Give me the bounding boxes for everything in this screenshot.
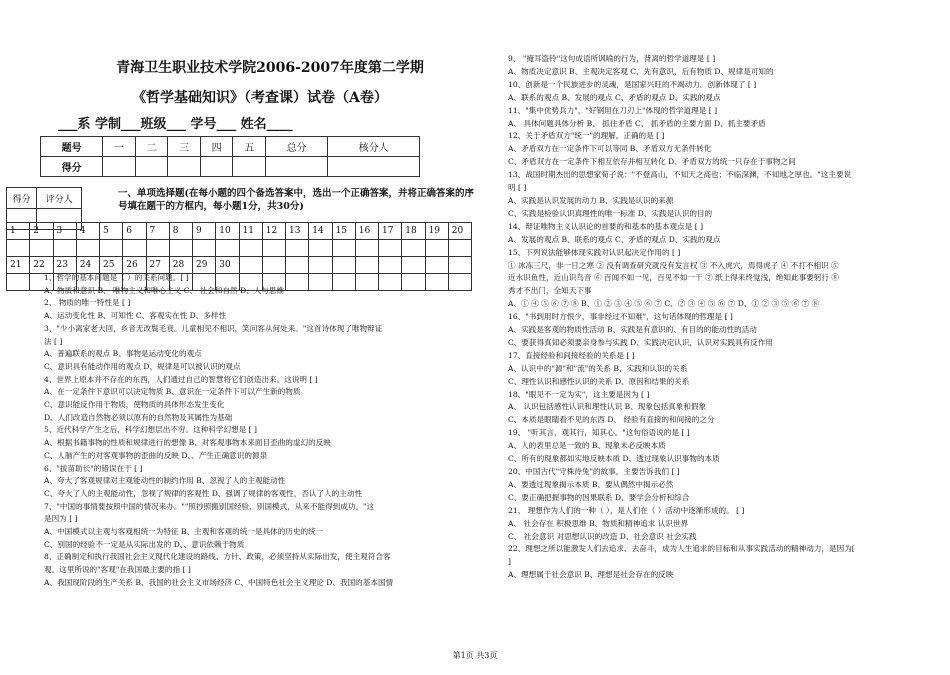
score-cell: 四 <box>200 137 233 157</box>
answer-blank-cell[interactable] <box>123 240 146 257</box>
score-cell: 总分 <box>265 137 327 157</box>
question-line: C、夸大了人的主观能动性，忽视了规律的客观性 D、强调了规律的客观性，否认了人的主动性 <box>44 488 363 498</box>
question-line: C、人脑产生的对客观事物的歪曲的反映 D、、产生正确意识的源泉 <box>44 450 268 460</box>
answer-blank-row <box>7 240 472 257</box>
answer-number-cell: 11 <box>239 223 262 240</box>
answer-blank-cell[interactable] <box>7 274 30 291</box>
answer-blank-cell[interactable] <box>53 240 76 257</box>
answer-blank-cell[interactable] <box>309 240 332 257</box>
answer-number-cell <box>262 257 285 274</box>
question-line: 5、近代科学产生之后，科学幻想层出不穷。这种科学幻想是 [ ] <box>44 425 258 435</box>
answer-number-cell: 27 <box>146 257 169 274</box>
question-line: 9、 "掩耳盗铃"这句成语所讽喻的行为，背离的哲学道理是 [ ] <box>508 54 716 63</box>
question-line: 21、 理想作为人们的一种（ ），是人们在（ ）活动中逐渐形成的。 [ ] <box>508 505 745 515</box>
answer-number-cell: 23 <box>53 257 76 274</box>
question-line: A、 具体问题具体分析 B、 抓住矛盾 C、 抓矛盾的主要方面 D、抓主要矛盾 <box>508 118 766 128</box>
question-line: A、发展的观点 B、联系的观点 C、矛盾的观点 D、实践的观点 <box>508 234 721 244</box>
question-line: 法 [ ] <box>44 336 63 346</box>
header-block <box>40 58 480 134</box>
answer-blank-cell[interactable] <box>425 240 448 257</box>
question-line: C、别国的经验不一定是从实际出发的 D、、意识依赖于物质 <box>44 539 245 549</box>
score-cell: 题号 <box>41 137 103 157</box>
score-cell <box>103 157 136 177</box>
question-line: 4、世界上原本并不存在的东西，人们通过自己的智慧将它们创造出来。这说明 [ ] <box>44 374 318 384</box>
answer-number-cell: 22 <box>30 257 53 274</box>
score-cell: 得分 <box>41 157 103 177</box>
question-line: ① 冰冻三尺，非一日之寒 ② 没有调查研究就没有发言权 ③ 不入虎穴，焉得虎子 ④ 不打不相识 ⑤ <box>508 260 839 270</box>
question-line: A、理想属于社会意识 B、理想是社会存在的反映 <box>508 570 674 580</box>
question-line: A、物质决定意识 B、主观决定客观 C、先有意识，后有物质 D、规律是可知的 <box>508 66 774 76</box>
question-line: 22、理想之所以能激发人们去追求、去奋斗，成为人生追求的目标和从事实践活动的精神动力，是因为[ <box>508 544 855 554</box>
answer-number-cell: 7 <box>146 223 169 240</box>
section1-instruction: 一、单项选择题(在每小题的四个备选答案中，选出一个正确答案，并将正确答案的序号填在题干的方框内，每小题1分，共30分) <box>118 188 474 212</box>
answer-blank-cell[interactable] <box>286 240 309 257</box>
question-line: C、本质是眼睛看不见的东西 D、 经验有直接的和间接的之分 <box>508 415 715 425</box>
score-cell <box>200 157 233 177</box>
answer-number-cell: 3 <box>53 223 76 240</box>
left-questions <box>44 272 474 590</box>
answer-blank-cell[interactable] <box>332 240 355 257</box>
answer-blank-cell[interactable] <box>30 240 53 257</box>
question-line: C、所有的现象都如实地反映本质 D、透过现象认识事物的本质 <box>508 454 720 464</box>
question-line: A、人的表里总是一致的 B、现象未必反映本质 <box>508 441 666 451</box>
answer-blank-cell[interactable] <box>262 240 285 257</box>
answer-number-cell: 26 <box>123 257 146 274</box>
question-line: C、理性认识和感性认识的关系 D、原因和结果的关系 <box>508 376 690 386</box>
score-cell <box>135 157 168 177</box>
answer-blank-cell[interactable] <box>448 240 471 257</box>
answer-grid-row <box>7 257 472 274</box>
student-info-line: ___系 学制___班级___ 学号___ 姓名____ <box>58 117 293 132</box>
answer-blank-cell[interactable] <box>169 240 192 257</box>
question-line: A、 认识包括感性认识和理性认识 B、现象包括真象和假象 <box>508 402 707 412</box>
question-line: D、人们改造自然物必须以原有的自然物及其属性为基础 <box>44 412 233 422</box>
score-table-score-row <box>41 157 420 177</box>
question-line: A、运动变化性 B、可知性 C、客观实在性 D、多样性 <box>44 311 227 321</box>
answer-number-cell: 1 <box>7 223 30 240</box>
answer-blank-cell[interactable] <box>7 240 30 257</box>
question-line: 17、直接经验和间接经验的关系是 [ ] <box>508 350 635 360</box>
question-line: A、矛盾双方在一定条件下可以等同 B、矛盾双方无条件转化 <box>508 144 712 154</box>
question-line: A、实践是认识发展的动力 B、实践是认识的来源 <box>508 195 674 205</box>
question-line: C、要正确把握事物的因果联系 D、要学会分析和综合 <box>508 492 690 502</box>
question-line: A、物质和意识 B、 唯物主义和唯心主义 C、 社会和自然 D、人与思维 <box>44 285 285 295</box>
answer-number-cell: 5 <box>100 223 123 240</box>
question-line: 7、"中国的事情要按照中国的情况来办。""照抄照搬别国经验、别国模式，从来不能得到成功。"这 <box>44 501 375 511</box>
question-line: C、实践是检验认识真理性的唯一标准 D、实践是认识的目的 <box>508 208 713 218</box>
grader-box-score: 得分 <box>7 188 37 209</box>
answer-number-cell <box>355 257 378 274</box>
question-line: A、在一定条件下意识可以决定物质 B、意识在一定条件下可以产生新的物质 <box>44 387 301 397</box>
answer-number-cell: 30 <box>216 257 239 274</box>
score-cell: 一 <box>103 137 136 157</box>
question-line: A、根据书籍事物的性质和规律进行的想像 B、对客观事物本来面目歪曲的虚幻的反映 <box>44 438 331 448</box>
answer-blank-cell[interactable] <box>355 240 378 257</box>
question-line: C、 社会意识 对思想认识的改造 D、社会意识 社会实践 <box>508 531 697 541</box>
answer-blank-cell[interactable] <box>100 240 123 257</box>
question-line: A、 社会存在 积极思维 B、物质和精神追求 认识世界 <box>508 518 689 528</box>
answer-blank-cell[interactable] <box>76 240 99 257</box>
answer-number-cell: 14 <box>309 223 332 240</box>
question-line: A、夸大了客观规律对主观能动性的制约作用 B、忽视了人的主观能动性 <box>44 476 286 486</box>
answer-number-cell: 24 <box>76 257 99 274</box>
answer-number-cell: 10 <box>216 223 239 240</box>
answer-number-cell: 29 <box>193 257 216 274</box>
question-line: 秀才不出门，全知天下事 <box>508 286 592 296</box>
question-line: C、意识能反作用于物质，使物质的具体形态发生变化 <box>44 400 225 410</box>
score-table-header-row <box>41 137 420 157</box>
score-cell: 三 <box>168 137 201 157</box>
answer-number-cell: 28 <box>169 257 192 274</box>
school-title: 青海卫生职业技术学院2006-2007年度第二学期 <box>116 60 424 76</box>
question-line: A、实践是客观的物质性活动 B、实践是有意识的、有目的的能动性的活动 <box>508 325 757 335</box>
answer-blank-cell[interactable] <box>216 240 239 257</box>
score-cell: 核分人 <box>328 137 420 157</box>
question-line: A、我国现阶段的生产关系 B、我国的社会主义市场经济 C、中国特色社会主义理论 D、我国的基本国情 <box>44 577 394 587</box>
score-cell: 二 <box>135 137 168 157</box>
answer-number-cell: 20 <box>448 223 471 240</box>
question-line: 10、创新是一个民族进步的灵魂，是国家兴旺的不竭动力。创新体现了 [ ] <box>508 79 757 89</box>
answer-number-cell: 6 <box>123 223 146 240</box>
answer-number-cell <box>448 257 471 274</box>
answer-grid-row <box>7 223 472 240</box>
answer-number-cell <box>332 257 355 274</box>
answer-number-cell <box>286 257 309 274</box>
answer-number-cell: 12 <box>262 223 285 240</box>
question-line: 8、正确制定和执行我国社会主义现代化建设的路线、方针、政策，必须坚持从实际出发，使主观符合客 <box>44 552 391 562</box>
question-line: 12、关于矛盾双方"统一"的理解，正确的是 [ ] <box>508 131 665 141</box>
answer-number-cell: 17 <box>379 223 402 240</box>
question-line: 是因为 [ ] <box>44 514 78 524</box>
answer-blank-cell[interactable] <box>402 240 425 257</box>
answer-number-cell: 8 <box>169 223 192 240</box>
answer-number-cell: 16 <box>355 223 378 240</box>
question-line: 19、 "听其言，观其行，知其心。"这句俗语说的是 [ ] <box>508 428 690 438</box>
score-cell <box>265 157 327 177</box>
score-cell <box>328 157 420 177</box>
score-cell <box>168 157 201 177</box>
question-line: A、要透过现象揭示本质 B、要从偶然中揭示必然 <box>508 479 674 489</box>
question-line: 1、哲学的基本问题是（ ）的关系问题。[ ] <box>44 273 189 282</box>
question-line: A、联系的观点 B、发展的观点 C、矛盾的观点 D、实践的观点 <box>508 92 721 102</box>
answer-number-cell: 15 <box>332 223 355 240</box>
question-line: 18、"眼见不一定为实"，这主要是因为 [ ] <box>508 389 650 399</box>
question-line: ] <box>508 557 511 567</box>
answer-number-cell <box>239 257 262 274</box>
right-questions <box>508 53 928 582</box>
question-line: 明 [ ] <box>508 183 527 193</box>
score-cell <box>233 157 266 177</box>
question-line: C、要获得真知必须要亲身参与实践 D、实践决定认识，认识对实践具有反作用 <box>508 337 773 347</box>
answer-number-cell: 21 <box>7 257 30 274</box>
question-line: 6、"拔苗助长"的错误在于 [ ] <box>44 463 143 473</box>
question-line: 观。这里所说的"客观"在我国最主要的指 [ ] <box>44 565 191 575</box>
question-line: A、① ④ ⑤ ⑥ ⑦ ⑧ B、① ② ③ ④ ⑤ ⑥ ⑦ C、② ③ ④ ⑤ ⑥ ⑦ D、① ② ③ ⑤ ⑥ ⑦ ⑧ <box>508 299 820 309</box>
question-line: C、矛盾双方在一定条件下相互依存并相互转化 D、矛盾双方的统一只存在于事物之间 <box>508 157 796 167</box>
question-line: 16、"书到用时方恨少，事非经过不知难"，这句话体现的哲理是 [ ] <box>508 312 733 322</box>
question-line: A、中国模式以主观与客观相统一为特征 B、主观和客观的统一是具体的历史的统一 <box>44 527 324 537</box>
question-line: 2、 物质的唯一特性是 [ ] <box>44 298 131 308</box>
question-line: 20、中国古代"守株待兔"的故事，主要告诉我们 [ ] <box>508 467 680 476</box>
course-title: 《哲学基础知识》（考查课）试卷（A卷） <box>132 90 388 106</box>
question-line: 13、战国时期杰出的思想家荀子说："不登高山，不知天之高也；不临深渊，不知地之厚也。"这主要说 <box>508 170 852 180</box>
answer-number-cell: 2 <box>30 223 53 240</box>
answer-blank-cell[interactable] <box>146 240 169 257</box>
answer-blank-cell[interactable] <box>239 240 262 257</box>
grader-box-grader: 评分人 <box>37 188 82 209</box>
answer-number-cell <box>379 257 402 274</box>
answer-number-cell: 19 <box>425 223 448 240</box>
answer-number-cell <box>425 257 448 274</box>
answer-number-cell <box>309 257 332 274</box>
answer-number-cell: 18 <box>402 223 425 240</box>
question-line: 14、辩证唯物主义认识论的首要的和基本的基本观点是 [ ] <box>508 221 704 231</box>
answer-blank-cell[interactable] <box>379 240 402 257</box>
answer-number-cell <box>402 257 425 274</box>
question-line: 近水识鱼性，近山识鸟音 ⑥ 百闻不如一见，百见不如一干 ⑦ 纸上得来终觉浅，绝知此事要躬行 ⑧ <box>508 273 840 283</box>
question-line: 3、"少小离家老大回，乡音无改鬓毛衰。儿童相见不相识，笑问客从何处来。"这首诗体现了唯物辩证 <box>44 323 383 333</box>
answer-number-cell: 13 <box>286 223 309 240</box>
question-line: C、意识具有能动作用的观点 D、规律是可以被认识的观点 <box>44 361 241 371</box>
score-cell: 五 <box>233 137 266 157</box>
score-table <box>40 136 420 177</box>
question-line: 11、"集中优势兵力"，"好钢用在刀刃上"体现的哲学道理是 [ ] <box>508 105 718 115</box>
answer-blank-cell[interactable] <box>193 240 216 257</box>
page-footer: 第1页 共3页 <box>452 651 498 660</box>
answer-number-cell: 4 <box>76 223 99 240</box>
answer-number-cell: 9 <box>193 223 216 240</box>
answer-number-cell: 25 <box>100 257 123 274</box>
question-line: A、普遍联系的观点 B、事物是运动变化的观点 <box>44 349 202 359</box>
question-line: A、认识中的"源"和"流"的关系 B、实践和认识的关系 <box>508 363 688 373</box>
question-line: 15、下列说法能够体现实践对认识起决定作用的 [ ] <box>508 247 681 257</box>
